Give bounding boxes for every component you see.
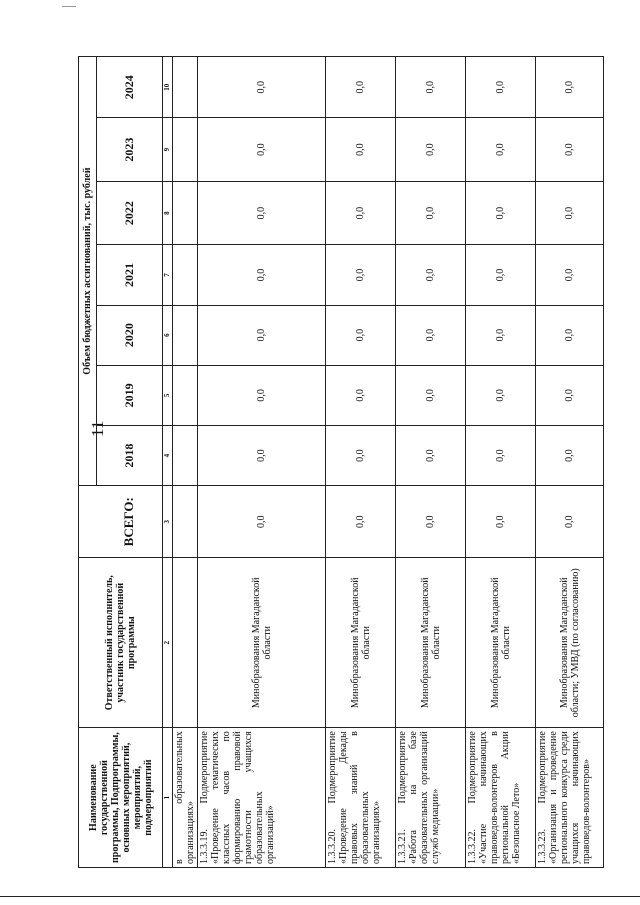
header-year: 2024 <box>97 57 163 118</box>
row-value: 0,0 <box>536 181 604 244</box>
column-index: 5 <box>163 365 173 425</box>
row-value: 0,0 <box>466 57 536 118</box>
row-value: 0,0 <box>466 305 536 365</box>
column-index: 10 <box>163 57 173 118</box>
rotated-table-container <box>78 56 592 868</box>
row-value: 0,0 <box>396 245 466 305</box>
scan-mark <box>62 6 76 7</box>
row-value: 0,0 <box>396 365 466 425</box>
row-value: 0,0 <box>326 181 396 244</box>
row-value: 0,0 <box>396 305 466 365</box>
column-index: 3 <box>163 486 173 558</box>
header-year: 2023 <box>97 118 163 181</box>
row-name: 1.3.3.23. Подмероприятие «Организация и проведение регионального конкурса среди учащихся начинающих правоведов-волонтеров» <box>536 728 604 868</box>
row-executor: Минобразования Магаданской области <box>198 558 326 728</box>
header-year: 2021 <box>97 245 163 305</box>
row-name: 1.3.3.20. Подмероприятие «Проведение Декады правовых знаний в образовательных организациях» <box>326 728 396 868</box>
row-value: 0,0 <box>396 426 466 486</box>
header-executor: Ответственный исполнитель, участник государственной программы <box>79 558 163 728</box>
row-name: 1.3.3.19. Подмероприятие «Проведение тематических классных часов по формированию правовой грамотности учащихся образовательных организаций» <box>198 728 326 868</box>
row-value: 0,0 <box>466 118 536 181</box>
row-value: 0,0 <box>396 181 466 244</box>
row-value: 0,0 <box>536 365 604 425</box>
row-value: 0,0 <box>466 486 536 558</box>
column-index: 7 <box>163 245 173 305</box>
row-value: 0,0 <box>466 426 536 486</box>
table-row <box>536 57 604 868</box>
row-executor: Минобразования Магаданской области <box>466 558 536 728</box>
row-value: 0,0 <box>466 181 536 244</box>
row-value: 0,0 <box>198 426 326 486</box>
row-executor: Минобразования Магаданской области <box>326 558 396 728</box>
budget-table <box>78 56 604 868</box>
header-year: 2018 <box>97 426 163 486</box>
header-year: 2019 <box>97 365 163 425</box>
column-index: 4 <box>163 426 173 486</box>
row-executor: Минобразования Магаданской области <box>396 558 466 728</box>
column-index: 2 <box>163 558 173 728</box>
row-value: 0,0 <box>396 57 466 118</box>
header-year: 2022 <box>97 181 163 244</box>
header-budget: Объем бюджетных ассигнований, тыс. рублей <box>79 57 97 486</box>
table-row <box>198 57 326 868</box>
row-value: 0,0 <box>198 486 326 558</box>
row-name: 1.3.3.21. Подмероприятие «Работа на базе образовательных организаций служб медиации» <box>396 728 466 868</box>
row-value: 0,0 <box>326 365 396 425</box>
row-value: 0,0 <box>198 57 326 118</box>
row-value: 0,0 <box>326 486 396 558</box>
column-index: 1 <box>163 728 173 868</box>
row-value: 0,0 <box>536 305 604 365</box>
row-value: 0,0 <box>198 245 326 305</box>
row-value: 0,0 <box>326 57 396 118</box>
table-row <box>466 57 536 868</box>
row-value: 0,0 <box>198 305 326 365</box>
row-value: 0,0 <box>326 245 396 305</box>
row-value: 0,0 <box>536 57 604 118</box>
header-year: 2020 <box>97 305 163 365</box>
row-value: 0,0 <box>466 245 536 305</box>
row-value: 0,0 <box>396 118 466 181</box>
row-value: 0,0 <box>536 118 604 181</box>
header-name: Наименование государственной программы, Подпрограммы, основных мероприятий, мероприятий, подмероприятий <box>79 728 163 868</box>
table-row <box>326 57 396 868</box>
row-value: 0,0 <box>536 245 604 305</box>
row-value: 0,0 <box>536 486 604 558</box>
column-index: 8 <box>163 181 173 244</box>
row-name: 1.3.3.22. Подмероприятие «Участие начинающих правоведов-волонтеров в региональной Акции «Безопасное Лето» <box>466 728 536 868</box>
page-number: 11 <box>88 420 107 437</box>
row-value: 0,0 <box>396 486 466 558</box>
row-value: 0,0 <box>326 426 396 486</box>
table-row <box>396 57 466 868</box>
row-value: 0,0 <box>326 305 396 365</box>
continuation-row <box>173 57 198 868</box>
column-index: 6 <box>163 305 173 365</box>
header-total: ВСЕГО: <box>97 486 163 558</box>
column-index: 9 <box>163 118 173 181</box>
continuation-text: в образовательных организациях» <box>173 728 198 868</box>
page-bottom-rule <box>0 896 640 897</box>
row-value: 0,0 <box>326 118 396 181</box>
row-value: 0,0 <box>198 118 326 181</box>
row-value: 0,0 <box>198 365 326 425</box>
row-value: 0,0 <box>536 426 604 486</box>
row-value: 0,0 <box>466 365 536 425</box>
row-value: 0,0 <box>198 181 326 244</box>
row-executor: Минобразования Магаданской области; УМВД (по согласованию) <box>536 558 604 728</box>
